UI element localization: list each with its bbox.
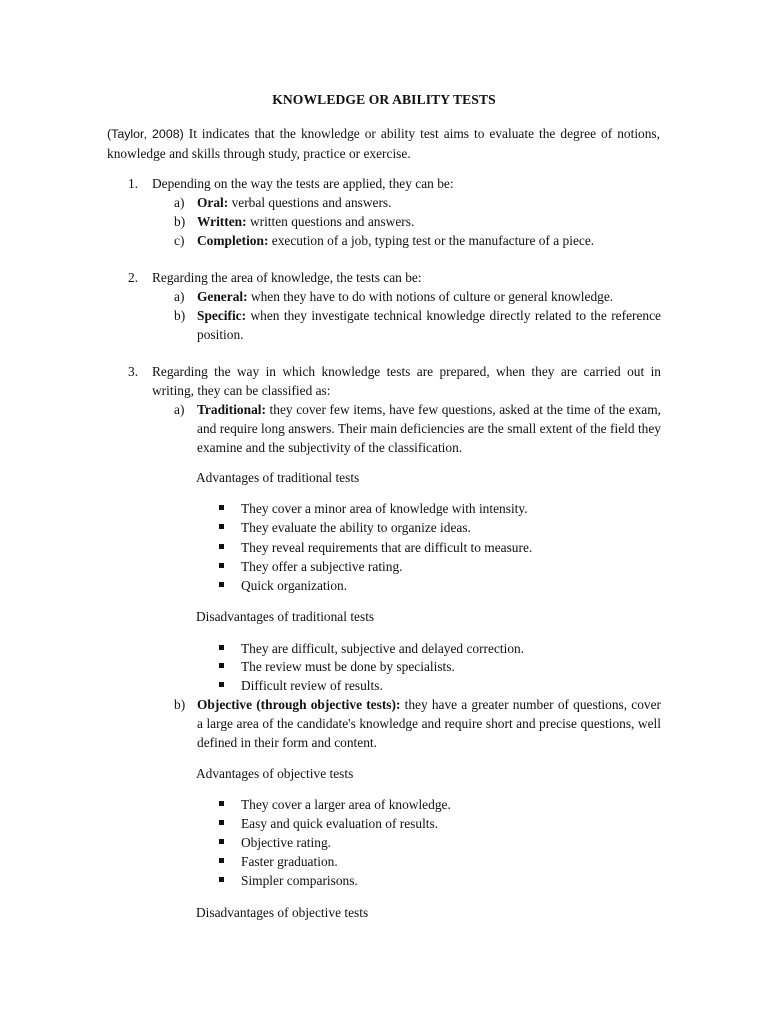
objective-advantages-heading: Advantages of objective tests [196,766,354,781]
section3-heading: Regarding the way in which knowledge tests are prepared, when they are carried out in writing, they can be classified as: [152,364,661,398]
bullet-icon [219,663,224,668]
objective-disadvantages-heading: Disadvantages of objective tests [196,905,369,920]
list-item: Difficult review of results. [241,678,383,693]
list-item: They evaluate the ability to organize ideas. [241,520,471,535]
section3-item-b-marker: b) [174,697,186,712]
section1-item-completion: Completion: execution of a job, typing test or the manufacture of a piece. [197,233,595,248]
intro-paragraph [107,124,660,164]
intro-text: It indicates that the knowledge or ability test aims to evaluate the degree of notions, knowledge and skills through study, practice or exercise. [107,126,660,161]
bullet-icon [219,544,224,549]
section3-number: 3. [128,364,139,379]
bullet-icon [219,582,224,587]
list-item: Simpler comparisons. [241,873,358,888]
bullet-icon [219,839,224,844]
section1-item-oral: Oral: verbal questions and answers. [197,195,392,210]
section2-item-specific: Specific: when they investigate technical knowledge directly related to the reference position. [197,308,661,342]
bullet-icon [219,505,224,510]
list-item: They offer a subjective rating. [241,559,403,574]
section2-item-general: General: when they have to do with notions of culture or general knowledge. [197,289,614,304]
section2-heading: Regarding the area of knowledge, the tests can be: [152,270,422,285]
traditional-disadvantages-heading: Disadvantages of traditional tests [196,609,375,624]
section1-item-written: Written: written questions and answers. [197,214,415,229]
section1-item-marker: b) [174,214,186,229]
section1-item-marker: c) [174,233,185,248]
bullet-icon [219,645,224,650]
section2-number: 2. [128,270,139,285]
list-item: They reveal requirements that are difficult to measure. [241,540,533,555]
bullet-icon [219,682,224,687]
list-item: The review must be done by specialists. [241,659,455,674]
list-item: Objective rating. [241,835,331,850]
list-item: They are difficult, subjective and delayed correction. [241,641,525,656]
list-item: Faster graduation. [241,854,338,869]
bullet-icon [219,877,224,882]
list-item: Easy and quick evaluation of results. [241,816,439,831]
list-item: They cover a larger area of knowledge. [241,797,451,812]
document-title: KNOWLEDGE OR ABILITY TESTS [272,92,496,107]
bullet-icon [219,858,224,863]
bullet-icon [219,820,224,825]
section3-item-traditional: Traditional: they cover few items, have few questions, asked at the time of the exam, and require long answers. Their main deficiencies are the small extent of the field they examine and the subjectivity of the classification. [197,402,661,455]
section2-item-marker: b) [174,308,186,323]
bullet-icon [219,801,224,806]
section1-number: 1. [128,176,139,191]
section2-item-marker: a) [174,289,185,304]
list-item: They cover a minor area of knowledge with intensity. [241,501,528,516]
bullet-icon [219,563,224,568]
section3-item-a-marker: a) [174,402,185,417]
section3-item-objective: Objective (through objective tests): they have a greater number of questions, cover a large area of the candidate's knowledge and require short and precise questions, well defined in their form and content. [197,697,661,750]
bullet-icon [219,524,224,529]
intro-citation: (Taylor, 2008) [107,127,184,141]
section1-item-marker: a) [174,195,185,210]
section1-heading: Depending on the way the tests are applied, they can be: [152,176,454,191]
traditional-advantages-heading: Advantages of traditional tests [196,470,360,485]
list-item: Quick organization. [241,578,348,593]
